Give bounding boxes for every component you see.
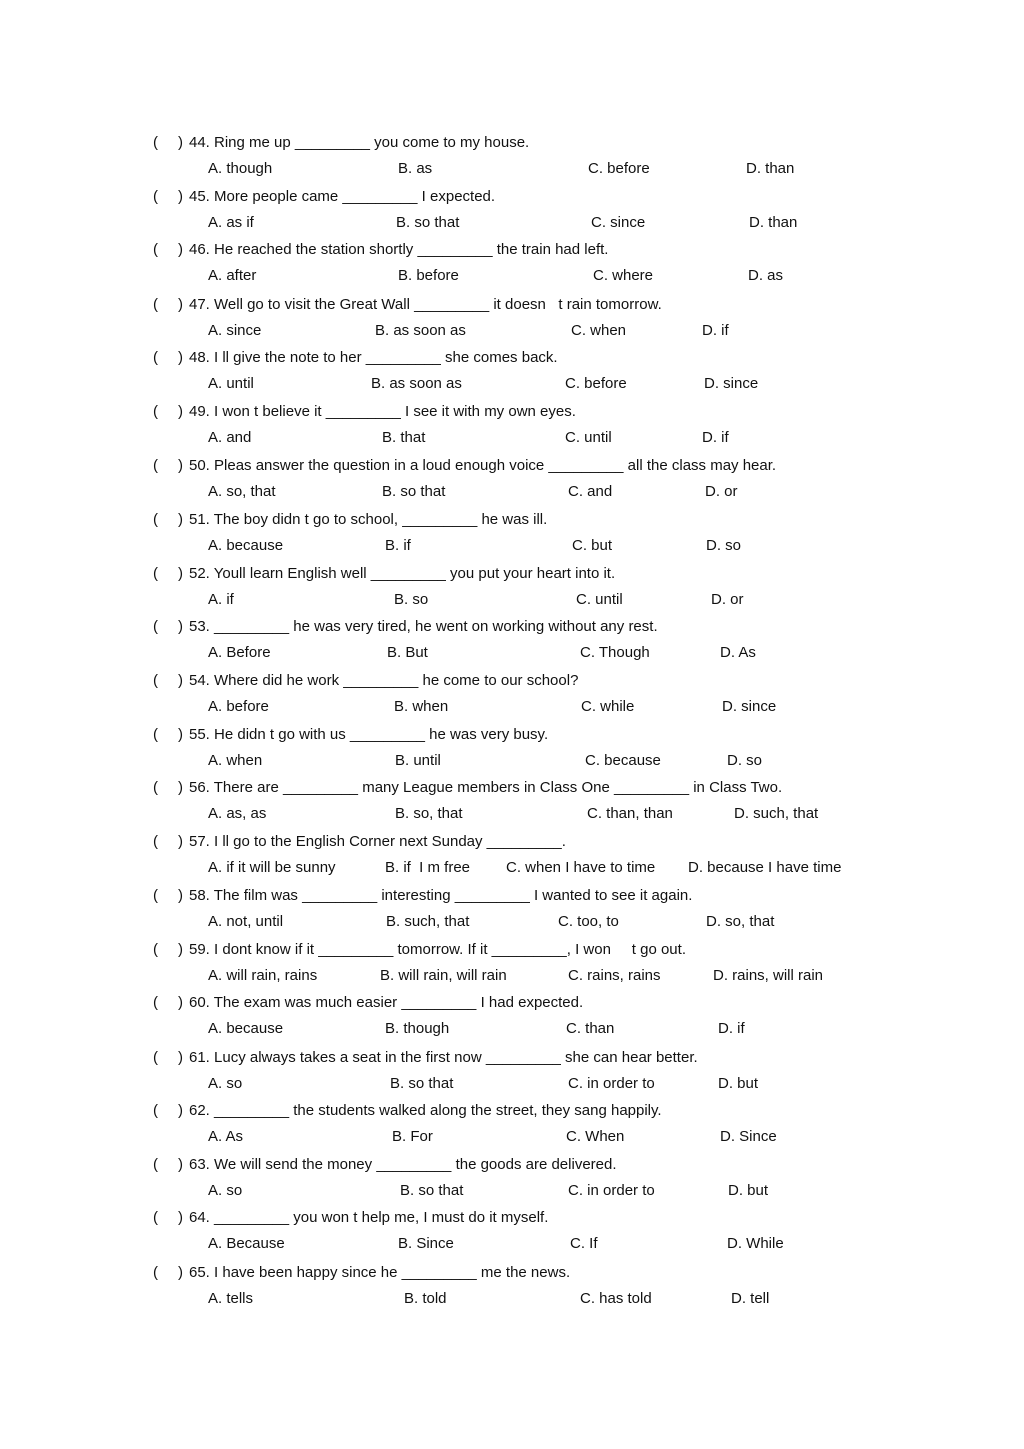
question-stem: 50. Pleas answer the question in a loud enough voice _________ all the class may hear. [189,457,777,474]
option-b: B. For [392,1128,433,1145]
question-stem: 48. I ll give the note to her _________ she comes back. [189,349,558,366]
option-a: A. not, until [208,913,284,930]
option-b: B. so that [382,483,446,500]
answer-blank-close: ) [178,779,183,796]
option-b: B. as soon as [375,322,466,339]
answer-blank-close: ) [178,134,183,151]
answer-blank-open: ( [153,672,158,689]
answer-blank-close: ) [178,726,183,743]
question-47 [0,295,1024,349]
option-c: C. in order to [568,1075,655,1092]
question-54 [0,671,1024,725]
answer-blank-open: ( [153,403,158,420]
answer-blank-close: ) [178,457,183,474]
option-a: A. so [208,1182,243,1199]
answer-blank-open: ( [153,1102,158,1119]
option-b: B. But [387,644,428,661]
option-c: C. before [565,375,627,392]
option-d: D. such, that [734,805,819,822]
option-d: D. or [711,591,744,608]
question-52 [0,564,1024,618]
option-a: A. if [208,591,234,608]
option-b: B. so that [396,214,460,231]
question-48 [0,348,1024,402]
answer-blank-open: ( [153,1264,158,1281]
answer-blank-close: ) [178,1049,183,1066]
option-a: A. though [208,160,273,177]
question-stem: 62. _________ the students walked along the street, they sang happily. [189,1102,662,1119]
question-stem: 45. More people came _________ I expected. [189,188,496,205]
answer-blank-close: ) [178,1209,183,1226]
answer-blank-open: ( [153,941,158,958]
question-stem: 65. I have been happy since he _________ me the news. [189,1264,571,1281]
option-b: B. told [404,1290,447,1307]
option-b: B. if I m free [385,859,471,876]
answer-blank-open: ( [153,296,158,313]
answer-blank-open: ( [153,457,158,474]
question-57 [0,832,1024,886]
option-a: A. before [208,698,269,715]
answer-blank-open: ( [153,188,158,205]
option-b: B. until [395,752,441,769]
answer-blank-close: ) [178,941,183,958]
option-a: A. as, as [208,805,267,822]
question-46 [0,240,1024,294]
option-a: A. after [208,267,257,284]
answer-blank-close: ) [178,887,183,904]
answer-blank-close: ) [178,565,183,582]
option-b: B. Since [398,1235,454,1252]
option-c: C. has told [580,1290,652,1307]
option-d: D. as [748,267,784,284]
option-a: A. will rain, rains [208,967,318,984]
question-62 [0,1101,1024,1155]
answer-blank-close: ) [178,833,183,850]
answer-blank-close: ) [178,349,183,366]
answer-blank-close: ) [178,1102,183,1119]
question-stem: 54. Where did he work _________ he come to our school? [189,672,579,689]
option-b: B. as soon as [371,375,462,392]
option-c: C. since [591,214,646,231]
option-c: C. than [566,1020,615,1037]
option-c: C. before [588,160,650,177]
answer-blank-open: ( [153,726,158,743]
option-a: A. because [208,537,284,554]
option-a: A. as if [208,214,254,231]
option-c: C. when I have to time [506,859,656,876]
answer-blank-open: ( [153,994,158,1011]
option-a: A. and [208,429,252,446]
answer-blank-open: ( [153,779,158,796]
option-b: B. as [398,160,433,177]
answer-blank-close: ) [178,1156,183,1173]
question-stem: 49. I won t believe it _________ I see it with my own eyes. [189,403,576,420]
option-b: B. so that [400,1182,464,1199]
option-b: B. before [398,267,459,284]
option-c: C. Though [580,644,650,661]
option-b: B. such, that [386,913,470,930]
option-d: D. so [706,537,742,554]
answer-blank-close: ) [178,618,183,635]
option-c: C. until [565,429,612,446]
question-56 [0,778,1024,832]
option-d: D. if [702,429,729,446]
option-a: A. As [208,1128,244,1145]
option-d: D. As [720,644,756,661]
option-c: C. than, than [587,805,673,822]
option-d: D. but [718,1075,759,1092]
answer-blank-close: ) [178,511,183,528]
question-64 [0,1208,1024,1262]
option-c: C. but [572,537,613,554]
option-c: C. where [593,267,654,284]
answer-blank-close: ) [178,672,183,689]
option-c: C. in order to [568,1182,655,1199]
answer-blank-open: ( [153,1049,158,1066]
answer-blank-open: ( [153,833,158,850]
answer-blank-open: ( [153,565,158,582]
option-d: D. because I have time [688,859,842,876]
option-a: A. Because [208,1235,285,1252]
option-a: A. if it will be sunny [208,859,336,876]
option-c: C. If [570,1235,598,1252]
option-a: A. so [208,1075,243,1092]
question-stem: 52. Youll learn English well _________ you put your heart into it. [189,565,616,582]
answer-blank-open: ( [153,618,158,635]
option-b: B. that [382,429,426,446]
answer-blank-open: ( [153,1209,158,1226]
question-49 [0,402,1024,456]
question-stem: 58. The film was _________ interesting _________ I wanted to see it again. [189,887,693,904]
question-65 [0,1263,1024,1317]
question-60 [0,993,1024,1047]
option-b: B. though [385,1020,450,1037]
question-stem: 47. Well go to visit the Great Wall _________ it doesn t rain tomorrow. [189,296,662,313]
option-c: C. and [568,483,613,500]
answer-blank-open: ( [153,134,158,151]
option-b: B. if [385,537,411,554]
option-d: D. or [705,483,738,500]
option-a: A. until [208,375,254,392]
answer-blank-open: ( [153,349,158,366]
question-58 [0,886,1024,940]
option-d: D. While [727,1235,784,1252]
option-b: B. so that [390,1075,454,1092]
answer-blank-close: ) [178,403,183,420]
answer-blank-open: ( [153,241,158,258]
option-b: B. when [394,698,449,715]
question-stem: 60. The exam was much easier _________ I had expected. [189,994,584,1011]
answer-blank-close: ) [178,994,183,1011]
option-d: D. Since [720,1128,777,1145]
question-stem: 64. _________ you won t help me, I must do it myself. [189,1209,549,1226]
question-stem: 44. Ring me up _________ you come to my house. [189,134,530,151]
option-d: D. so, that [706,913,775,930]
question-stem: 63. We will send the money _________ the goods are delivered. [189,1156,617,1173]
option-c: C. when [571,322,627,339]
option-c: C. rains, rains [568,967,661,984]
question-61 [0,1048,1024,1102]
option-c: C. too, to [558,913,619,930]
option-a: A. since [208,322,262,339]
option-d: D. since [704,375,759,392]
answer-blank-close: ) [178,241,183,258]
question-53 [0,617,1024,671]
answer-blank-close: ) [178,1264,183,1281]
question-51 [0,510,1024,564]
question-50 [0,456,1024,510]
option-b: B. so, that [395,805,463,822]
question-55 [0,725,1024,779]
answer-blank-open: ( [153,511,158,528]
option-d: D. but [728,1182,769,1199]
question-63 [0,1155,1024,1209]
option-b: B. will rain, will rain [380,967,507,984]
question-stem: 51. The boy didn t go to school, _________ he was ill. [189,511,548,528]
option-d: D. if [718,1020,745,1037]
question-stem: 57. I ll go to the English Corner next Sunday _________. [189,833,566,850]
question-stem: 59. I dont know if it _________ tomorrow. If it _________, I won t go out. [189,941,686,958]
option-a: A. so, that [208,483,276,500]
option-d: D. than [749,214,798,231]
option-c: C. When [566,1128,625,1145]
question-stem: 53. _________ he was very tired, he went on working without any rest. [189,618,658,635]
question-44 [0,133,1024,187]
question-45 [0,187,1024,241]
option-d: D. than [746,160,795,177]
answer-blank-close: ) [178,188,183,205]
option-d: D. since [722,698,777,715]
option-c: C. because [585,752,661,769]
question-stem: 46. He reached the station shortly _________ the train had left. [189,241,609,258]
option-c: C. while [581,698,635,715]
answer-blank-close: ) [178,296,183,313]
question-stem: 55. He didn t go with us _________ he was very busy. [189,726,549,743]
option-d: D. if [702,322,729,339]
option-a: A. tells [208,1290,254,1307]
question-stem: 61. Lucy always takes a seat in the first now _________ she can hear better. [189,1049,698,1066]
answer-blank-open: ( [153,887,158,904]
option-d: D. rains, will rain [713,967,824,984]
answer-blank-open: ( [153,1156,158,1173]
question-59 [0,940,1024,994]
question-stem: 56. There are _________ many League members in Class One _________ in Class Two. [189,779,783,796]
option-a: A. because [208,1020,284,1037]
option-d: D. tell [731,1290,770,1307]
option-b: B. so [394,591,429,608]
option-a: A. when [208,752,263,769]
option-d: D. so [727,752,763,769]
option-a: A. Before [208,644,271,661]
option-c: C. until [576,591,623,608]
